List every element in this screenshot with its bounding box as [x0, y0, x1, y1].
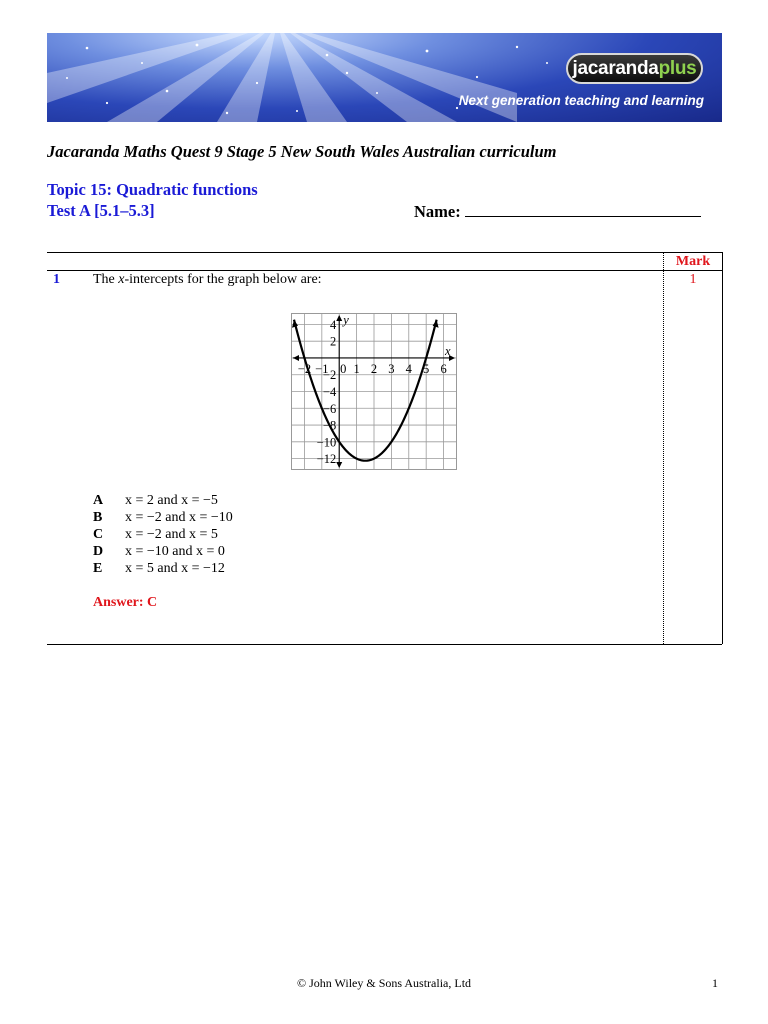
y-tick-label: −10: [316, 435, 337, 450]
option-text: x = −10 and x = 0: [125, 544, 225, 559]
option-b: [93, 510, 233, 527]
answer-options: [93, 493, 233, 578]
option-letter: E: [93, 561, 103, 576]
option-text: x = 2 and x = −5: [125, 493, 218, 508]
question-text-start: The: [93, 272, 119, 287]
option-letter: C: [93, 527, 104, 542]
y-tick-label: −4: [322, 385, 337, 399]
jacaranda-plus-logo: [566, 53, 703, 84]
name-field: [414, 201, 701, 222]
y-tick-label: 2: [329, 334, 337, 349]
option-letter: D: [93, 544, 104, 559]
banner-tagline: Next generation teaching and learning: [458, 93, 704, 108]
x-tick-label: 5: [423, 361, 430, 376]
y-tick-label: −8: [322, 418, 337, 433]
table-bottom-rule: [47, 644, 722, 645]
question-text-end: -intercepts for the graph below are:: [124, 272, 322, 287]
test-heading: Test A [5.1–5.3]: [47, 201, 155, 220]
option-a: [93, 493, 233, 510]
y-tick-label: −6: [322, 401, 337, 416]
x-tick-label: 3: [388, 361, 395, 376]
y-axis-label: y: [343, 313, 349, 327]
mark-column-divider: [663, 252, 664, 644]
x-tick-label: −2: [297, 361, 312, 376]
x-tick-label: 4: [405, 361, 412, 376]
x-tick-label: 2: [370, 361, 378, 376]
question-number: 1: [53, 272, 60, 287]
question-variable: x: [118, 272, 125, 287]
y-tick-label: −12: [316, 452, 337, 467]
option-d: [93, 544, 233, 561]
header-banner: [47, 33, 722, 122]
x-tick-label: 1: [353, 361, 360, 376]
parabola-graph: [291, 313, 457, 470]
table-header-rule: [47, 270, 722, 271]
copyright-footer: © John Wiley & Sons Australia, Ltd: [296, 976, 472, 990]
question-mark-value: 1: [689, 272, 697, 287]
logo-text-main: jacaranda: [572, 57, 659, 79]
y-tick-label: 4: [329, 317, 337, 332]
x-tick-label: −1: [315, 361, 329, 376]
answer-key: Answer: C: [93, 595, 158, 610]
option-text: x = 5 and x = −12: [125, 561, 225, 576]
topic-heading: Topic 15: Quadratic functions: [47, 180, 258, 199]
table-right-border: [722, 252, 723, 644]
option-text: x = −2 and x = −10: [125, 510, 233, 525]
document-title: Jacaranda Maths Quest 9 Stage 5 New South Wales Australian curriculum: [47, 142, 557, 161]
name-label: Name:: [414, 202, 461, 221]
logo-text-plus: plus: [658, 57, 697, 79]
option-e: [93, 561, 233, 578]
x-axis-label: x: [445, 343, 451, 358]
option-letter: B: [93, 510, 103, 525]
table-top-rule: [47, 252, 722, 253]
page-number: 1: [712, 976, 718, 990]
x-tick-label: 6: [440, 361, 447, 376]
name-blank-line: [465, 201, 701, 217]
option-text: x = −2 and x = 5: [125, 527, 218, 542]
y-tick-label: −2: [322, 368, 337, 383]
question-text: [93, 272, 322, 288]
option-c: [93, 527, 233, 544]
option-letter: A: [93, 493, 104, 508]
x-tick-label: 0: [340, 361, 347, 376]
mark-column-header: Mark: [675, 254, 711, 269]
